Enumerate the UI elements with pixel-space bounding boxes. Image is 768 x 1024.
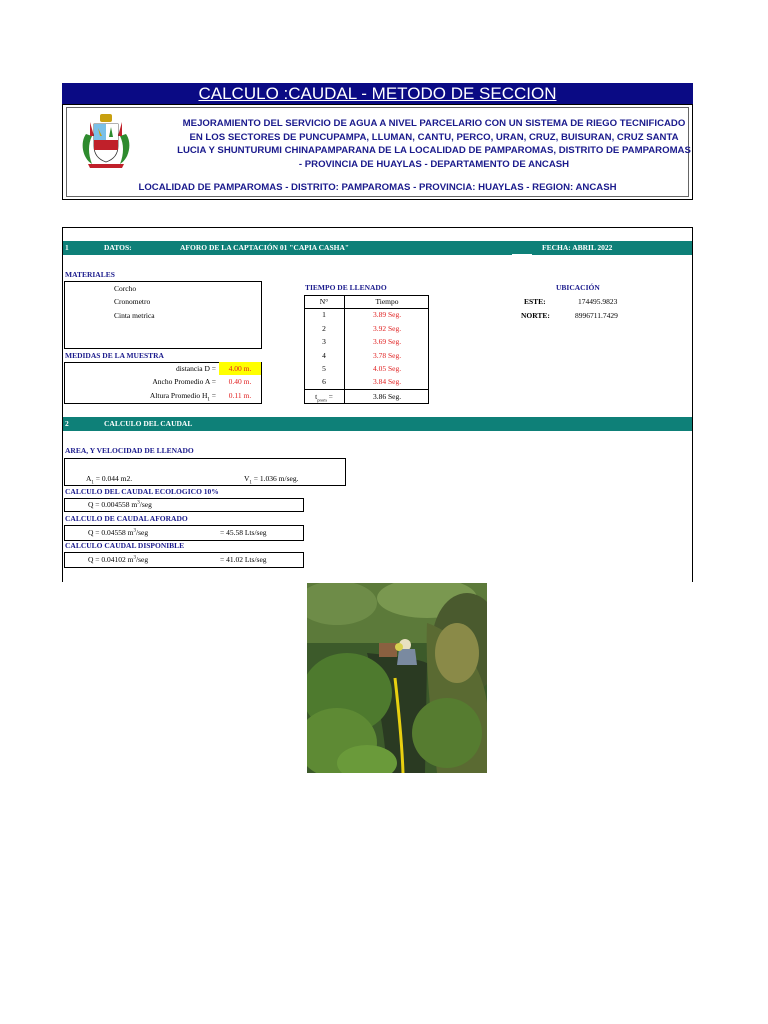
tiempo-row-n: 3	[322, 337, 326, 346]
fecha-label: FECHA: ABRIL 2022	[512, 241, 692, 255]
tiempo-row-t: 3.78 Seg.	[372, 351, 402, 360]
materiales-box	[64, 281, 262, 349]
location-line: LOCALIDAD DE PAMPAROMAS - DISTRITO: PAMPAROMAS - PROVINCIA: HUAYLAS - REGION: ANCASH	[138, 182, 617, 193]
este-value: 174495.9823	[578, 297, 618, 306]
tiempo-prom-value: 3.86 Seg.	[372, 392, 402, 401]
tiempo-row-n: 1	[322, 310, 326, 319]
section-1-label: DATOS:	[104, 243, 132, 252]
tiempo-header-divider	[304, 308, 429, 309]
altura-value: 0.11 m.	[228, 391, 252, 400]
section-2-label: CALCULO DEL CAUDAL	[104, 419, 193, 428]
coat-of-arms-icon	[78, 112, 134, 174]
tiempo-row-t: 3.69 Seg.	[372, 337, 402, 346]
norte-label: NORTE:	[521, 311, 550, 320]
tiempo-row-t: 3.92 Seg.	[372, 324, 402, 333]
medidas-heading: MEDIDAS DE LA MUESTRA	[65, 351, 164, 360]
section-2-number: 2	[65, 419, 69, 428]
este-label: ESTE:	[524, 297, 546, 306]
tiempo-heading: TIEMPO DE LLENADO	[305, 283, 387, 292]
tiempo-prom-label: $t_{prom}$ =	[315, 392, 333, 403]
materiales-heading: MATERIALES	[65, 270, 115, 279]
page-title: CALCULO :CAUDAL - METODO DE SECCION	[62, 83, 693, 104]
tiempo-row-t: 3.89 Seg.	[372, 310, 402, 319]
fecha-underline	[512, 254, 532, 256]
ubicacion-heading: UBICACIÓN	[556, 283, 600, 292]
area-heading: AREA, Y VELOCIDAD DE LLENADO	[65, 446, 194, 455]
tiempo-row-t: 3.84 Seg.	[372, 377, 402, 386]
disponible-q: Q = 0.04102 $m^3$/seg	[88, 555, 149, 564]
tiempo-footer-divider	[304, 389, 429, 390]
tiempo-col-n: N°	[319, 297, 329, 306]
tiempo-col-t: Tiempo	[375, 297, 399, 306]
distancia-value: 4.00 m.	[219, 362, 261, 375]
tiempo-row-n: 2	[322, 324, 326, 333]
material-item: Corcho	[114, 284, 137, 293]
norte-value: 8996711.7429	[575, 311, 618, 320]
material-item: Cinta metrica	[114, 311, 155, 320]
velocity-value: $V_1 = 1.036$ m/seg.	[244, 474, 299, 486]
aforo-title: AFORO DE LA CAPTACIÓN 01 "CAPIA CASHA"	[180, 243, 350, 252]
area-value: $A_1 = 0.044$ m2.	[86, 474, 133, 486]
disponible-heading: CALCULO CAUDAL DISPONIBLE	[65, 541, 185, 550]
field-photo-image	[307, 583, 487, 773]
project-description: MEJORAMIENTO DEL SERVICIO DE AGUA A NIVEL PARCELARIO CON UN SISTEMA DE RIEGO TECNIFICADO EN LOS SECTORES DE PUNCUPAMPA, LLUMAN, CANTU, PERCO, URAN, CRUZ, BUISURAN, CRUZ SANTA LUCIA Y SHUNTURUMI CHINAPAMPARANA DE LA LOCALIDAD DE PAMPAROMAS, DISTRITO DE PAMPAROMAS - PROVINCIA DE HUAYLAS - DEPARTAMENTO DE ANCASH	[177, 118, 691, 170]
material-item: Cronometro	[114, 297, 151, 306]
aforado-q: Q = 0.04558 $m^3$/seg	[88, 528, 149, 537]
altura-label: Altura Promedio $H_1$ =	[149, 391, 216, 403]
ecologico-heading: CALCULO DEL CAUDAL ECOLOGICO 10%	[65, 487, 219, 496]
ancho-value: 0.40 m.	[228, 377, 252, 386]
tiempo-row-n: 5	[322, 364, 326, 373]
aforado-heading: CALCULO DE CAUDAL AFORADO	[65, 514, 188, 523]
aforado-lts: = 45.58 Lts/seg	[220, 528, 267, 537]
ecologico-q: Q = 0.004558 $m^3$/seg	[88, 500, 152, 509]
disponible-lts: = 41.02 Lts/seg	[220, 555, 267, 564]
tiempo-row-n: 4	[322, 351, 326, 360]
section-1-number: 1	[65, 243, 69, 252]
distancia-label: distancia D =	[175, 364, 216, 373]
tiempo-row-t: 4.05 Seg.	[372, 364, 402, 373]
field-photo	[307, 583, 487, 773]
ancho-label: Ancho Promedio A =	[152, 377, 216, 386]
tiempo-row-n: 6	[322, 377, 326, 386]
